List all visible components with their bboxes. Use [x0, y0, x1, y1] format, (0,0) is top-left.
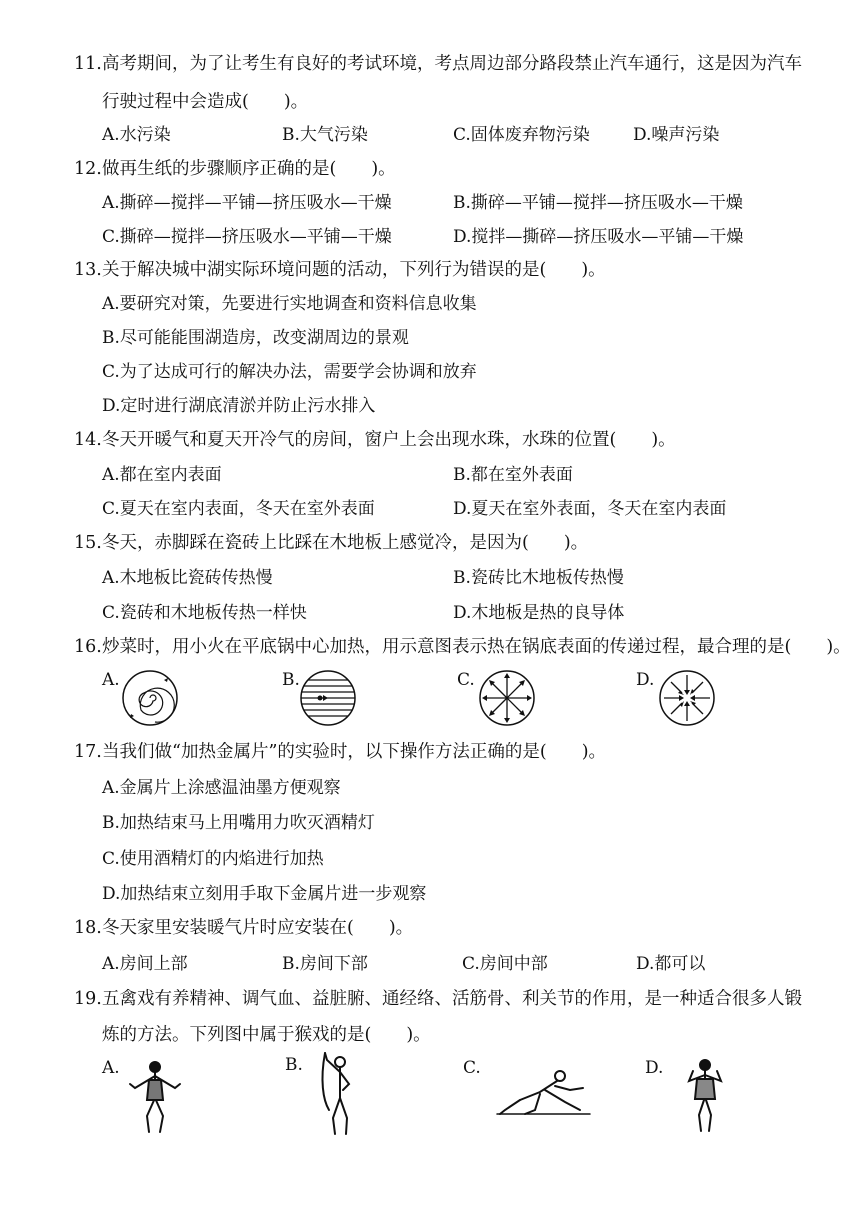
- option-a: A.要研究对策，先要进行实地调查和资料信息收集: [102, 294, 477, 314]
- option-c: C.瓷砖和木地板传热一样快: [102, 603, 307, 623]
- option-a: A.金属片上涂感温油墨方便观察: [102, 778, 341, 798]
- question-18: [74, 914, 413, 939]
- question-stem: 五禽戏有养精神、调气血、益脏腑、通经络、活筋骨、利关节的作用，是一种适合很多人锻: [102, 989, 802, 1009]
- option-a-label: A.: [102, 1058, 120, 1078]
- option-b: B.尽可能能围湖造房，改变湖周边的景观: [102, 328, 409, 348]
- option-b: B.房间下部: [282, 954, 368, 974]
- question-stem: 做再生纸的步骤顺序正确的是( )。: [102, 159, 396, 179]
- exercise-figure-b-icon: [315, 1050, 365, 1140]
- horizontal-lines-heat-diagram: [298, 668, 358, 728]
- question-11: [74, 50, 802, 75]
- option-d: D.夏天在室外表面，冬天在室内表面: [453, 499, 727, 519]
- option-c: C.夏天在室内表面，冬天在室外表面: [102, 499, 375, 519]
- question-number: 12.: [74, 159, 102, 179]
- option-d-label: D.: [645, 1058, 664, 1078]
- question-17: [74, 738, 606, 763]
- question-13: [74, 256, 606, 281]
- option-c: C.撕碎—搅拌—挤压吸水—平铺—干燥: [102, 227, 392, 247]
- question-stem: 炒菜时，用小火在平底锅中心加热，用示意图表示热在锅底表面的传递过程，最合理的是( )。: [102, 637, 851, 657]
- question-19: [74, 985, 802, 1010]
- question-stem: 冬天，赤脚踩在瓷砖上比踩在木地板上感觉冷，是因为( )。: [102, 533, 589, 553]
- question-stem: 当我们做“加热金属片”的实验时，以下操作方法正确的是( )。: [102, 742, 607, 762]
- question-15: [74, 529, 588, 554]
- question-number: 14.: [74, 430, 102, 450]
- option-c: C.为了达成可行的解决办法，需要学会协调和放弃: [102, 362, 477, 382]
- question-12: [74, 155, 396, 180]
- question-14: [74, 426, 676, 451]
- option-d: D.定时进行湖底清淤并防止污水排入: [102, 396, 376, 416]
- option-a: A.木地板比瓷砖传热慢: [102, 568, 273, 588]
- question-16: [74, 633, 851, 658]
- option-a: A.水污染: [102, 125, 171, 145]
- question-stem-continued: 行驶过程中会造成( )。: [102, 92, 309, 112]
- option-d: D.木地板是热的良导体: [453, 603, 625, 623]
- question-number: 15.: [74, 533, 102, 553]
- question-number: 13.: [74, 260, 102, 280]
- option-c: C.固体废弃物污染: [453, 125, 590, 145]
- option-d: D.都可以: [636, 954, 706, 974]
- question-stem: 高考期间，为了让考生有良好的考试环境，考点周边部分路段禁止汽车通行，这是因为汽车: [102, 54, 802, 74]
- outward-arrows-heat-diagram: [477, 668, 537, 728]
- option-a: A.房间上部: [102, 954, 188, 974]
- option-a-label: A.: [102, 670, 120, 690]
- option-c-label: C.: [463, 1058, 481, 1078]
- option-b: B.加热结束马上用嘴用力吹灭酒精灯: [102, 813, 375, 833]
- option-b: B.大气污染: [282, 125, 368, 145]
- option-c-label: C.: [457, 670, 475, 690]
- option-b: B.都在室外表面: [453, 465, 573, 485]
- question-number: 17.: [74, 742, 102, 762]
- question-number: 16.: [74, 637, 102, 657]
- option-b: B.瓷砖比木地板传热慢: [453, 568, 624, 588]
- question-stem: 冬天开暖气和夏天开冷气的房间，窗户上会出现水珠，水珠的位置( )。: [102, 430, 676, 450]
- question-stem: 关于解决城中湖实际环境问题的活动，下列行为错误的是( )。: [102, 260, 606, 280]
- option-d: D.加热结束立刻用手取下金属片进一步观察: [102, 884, 427, 904]
- option-c: C.房间中部: [462, 954, 548, 974]
- question-number: 19.: [74, 989, 102, 1009]
- option-d: D.噪声污染: [633, 125, 720, 145]
- exercise-figure-c-icon: [495, 1062, 595, 1122]
- option-b-label: B.: [282, 670, 300, 690]
- option-b: B.撕碎—平铺—搅拌—挤压吸水—干燥: [453, 193, 743, 213]
- option-d: D.搅拌—撕碎—挤压吸水—平铺—干燥: [453, 227, 744, 247]
- question-stem-continued: 炼的方法。下列图中属于猴戏的是( )。: [102, 1025, 431, 1045]
- exercise-figure-a-icon: [125, 1058, 185, 1138]
- option-a: A.撕碎—搅拌—平铺—挤压吸水—干燥: [102, 193, 392, 213]
- option-d-label: D.: [636, 670, 655, 690]
- option-b-label: B.: [285, 1055, 303, 1075]
- inward-arrows-heat-diagram: [657, 668, 717, 728]
- option-a: A.都在室内表面: [102, 465, 222, 485]
- question-number: 18.: [74, 918, 102, 938]
- spiral-heat-diagram: [120, 668, 180, 728]
- question-stem: 冬天家里安装暖气片时应安装在( )。: [102, 918, 414, 938]
- option-c: C.使用酒精灯的内焰进行加热: [102, 849, 324, 869]
- exercise-figure-d-icon: [675, 1055, 735, 1135]
- question-number: 11.: [74, 54, 102, 74]
